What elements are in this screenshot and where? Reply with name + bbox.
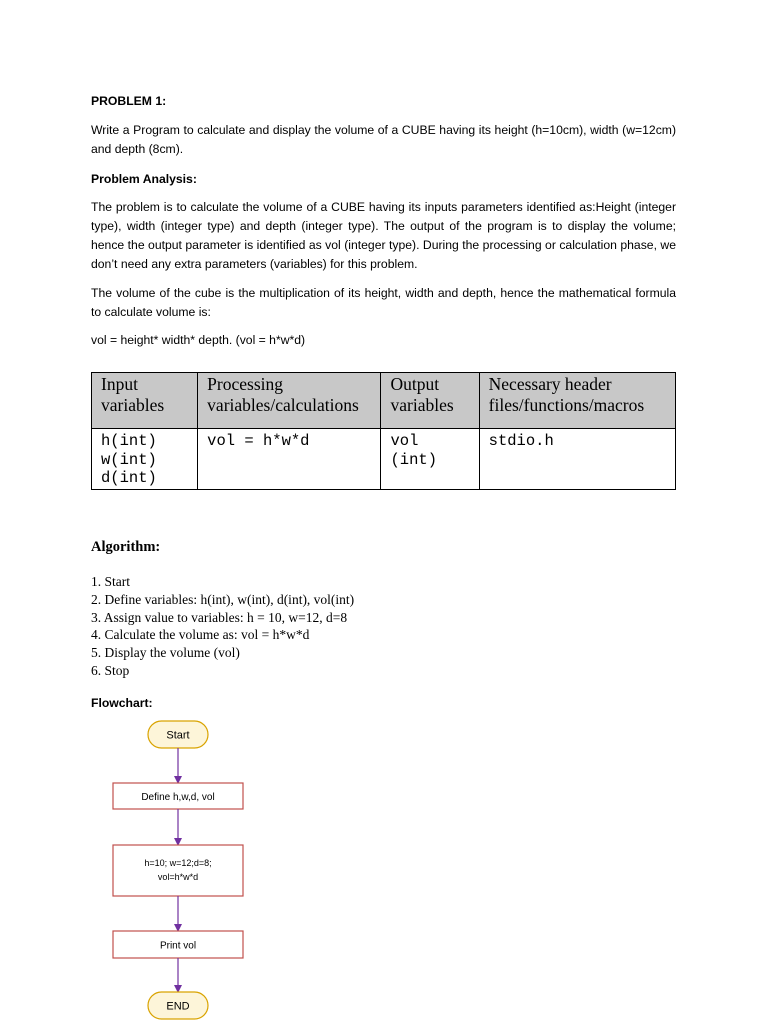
problem-heading: PROBLEM 1: [91, 94, 167, 108]
output-vol: vol [390, 432, 419, 450]
header-input-variables [92, 373, 198, 429]
header-file-stdio: stdio.h [488, 432, 554, 450]
variables-table [91, 372, 676, 490]
algorithm-step: 4. Calculate the volume as: vol = h*w*d [91, 627, 310, 643]
print-label: Print vol [159, 940, 197, 952]
header-files-line1: Necessary header [488, 374, 612, 394]
algorithm-step: 5. Display the volume (vol) [91, 645, 240, 661]
cell-output [381, 429, 479, 490]
flowchart-title: Flowchart: [91, 696, 153, 710]
volume-paragraph: The volume of the cube is the multiplication of its height, width and depth, hence the mathematical formula to calculate volume is: [91, 286, 676, 319]
assign-line2: vol=h*w*d [157, 872, 199, 882]
cell-processing [198, 429, 381, 490]
input-w: w(int) [101, 450, 157, 469]
analysis-heading: Problem Analysis: [91, 172, 197, 186]
header-input-line2: variables [101, 395, 165, 415]
header-output-variables [381, 373, 479, 429]
cell-input-variables [92, 429, 198, 490]
header-necessary-files [479, 373, 675, 429]
assign-process-box [113, 845, 243, 896]
flowchart [100, 715, 280, 1023]
formula-line: vol = height* width* depth. (vol = h*w*d) [91, 333, 306, 347]
cell-header-files [479, 429, 675, 490]
start-label: Start [166, 729, 190, 742]
input-d: d(int) [101, 469, 157, 487]
end-label: END [166, 1000, 190, 1013]
algorithm-step: 6. Stop [91, 662, 130, 678]
header-processing-line2: variables/calculations [207, 395, 359, 415]
assign-line1: h=10; w=12;d=8; [144, 858, 212, 868]
header-processing-line1: Processing [207, 374, 283, 394]
header-files-line2: files/functions/macros [488, 395, 645, 415]
algorithm-step: 1. Start [91, 574, 130, 589]
problem-statement: Write a Program to calculate and display the volume of a CUBE having its height (h=10cm), width (w=12cm) and depth (8cm). [91, 123, 676, 156]
define-label: Define h,w,d, vol [141, 792, 215, 803]
algorithm-title: Algorithm: [91, 539, 161, 555]
header-output-line1: Output [390, 374, 440, 394]
output-type: (int) [390, 450, 437, 469]
algorithm-steps [91, 573, 354, 680]
analysis-paragraph: The problem is to calculate the volume of a CUBE having its inputs parameters identified as:Height (integer type), width (integer type) and depth (integer type). The output of the program is to display the volume; hence the output parameter is identified as vol (integer type). During the processing or calculation phase, we don’t need any extra parameters (variables) for this problem. [91, 200, 676, 271]
algorithm-step: 3. Assign value to variables: h = 10, w=12, d=8 [91, 609, 348, 625]
table-row [92, 429, 676, 490]
header-processing [198, 373, 381, 429]
header-output-line2: variables [390, 395, 454, 415]
table-header-row [92, 373, 676, 429]
input-h: h(int) [101, 432, 157, 450]
header-input-line1: Input [101, 374, 138, 394]
processing-formula: vol = h*w*d [207, 432, 310, 450]
algorithm-step: 2. Define variables: h(int), w(int), d(int), vol(int) [91, 591, 355, 607]
